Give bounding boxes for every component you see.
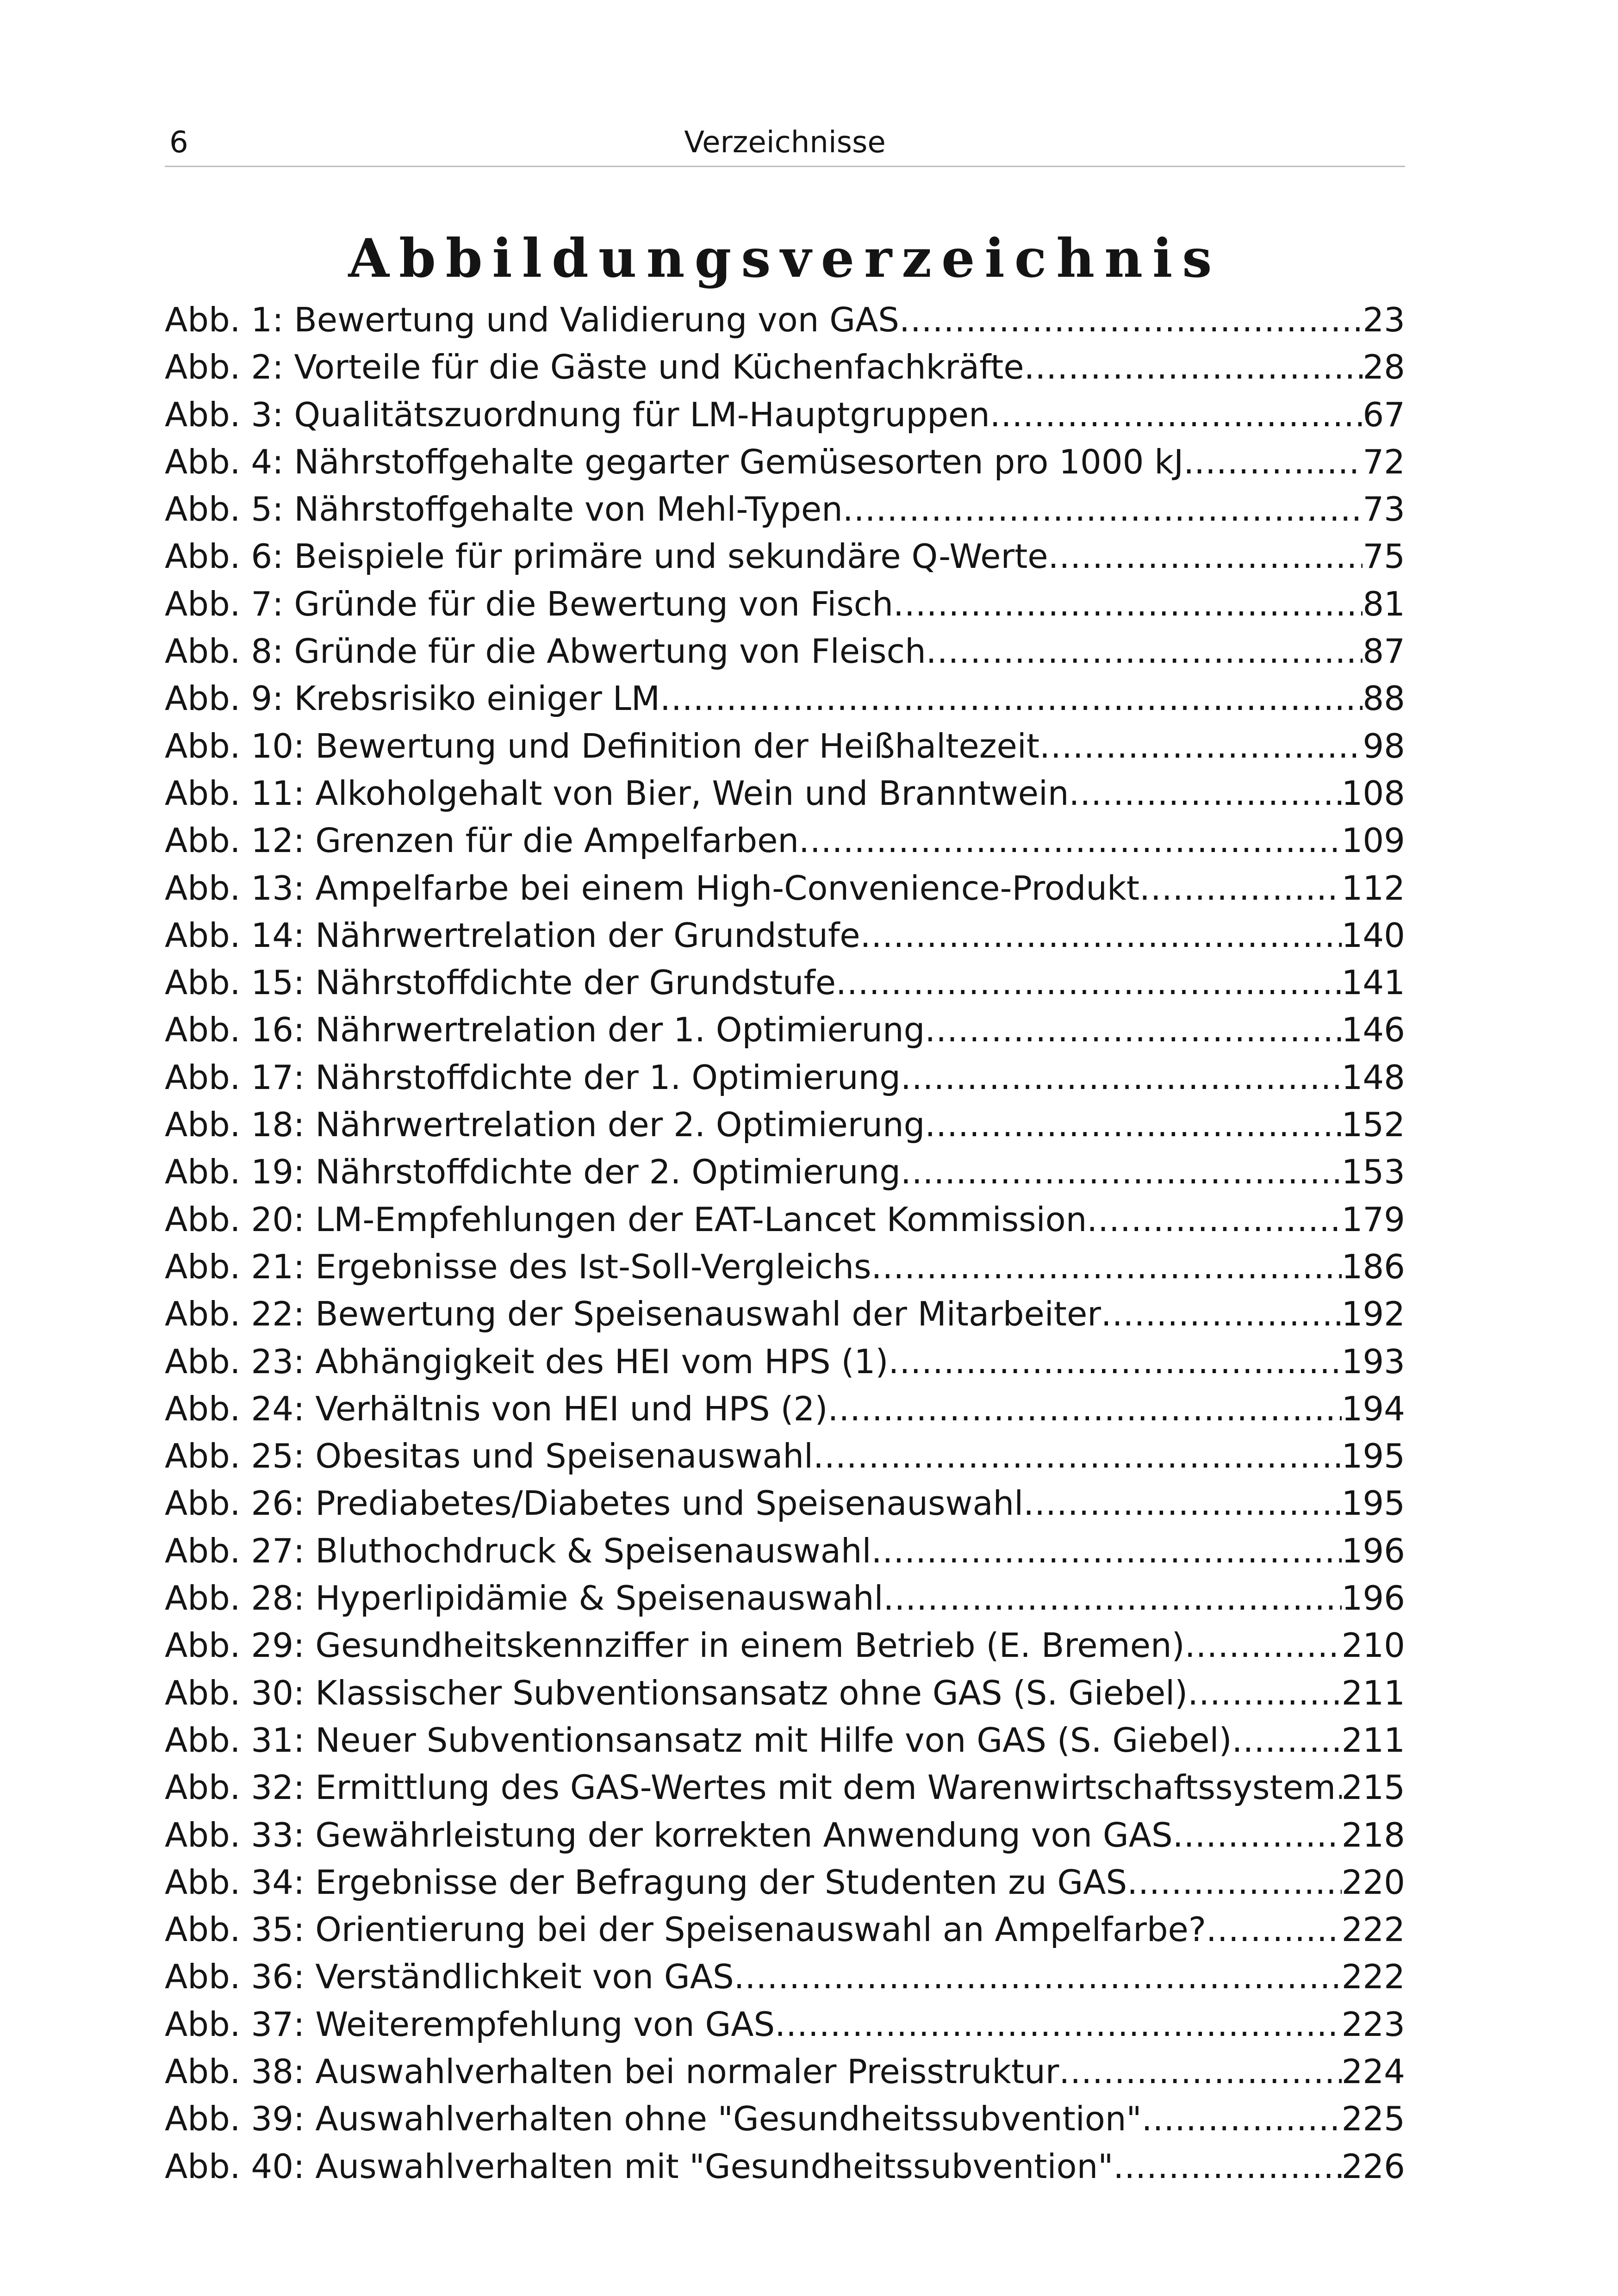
figure-entry-label: Abb. 1: Bewertung und Validierung von GAS [165, 300, 899, 339]
figure-entry-label: Abb. 20: LM-Empfehlungen der EAT-Lancet Kommission [165, 1200, 1087, 1239]
figure-entry-page: 211 [1341, 1720, 1405, 1760]
dot-leader [1087, 1196, 1341, 1243]
figure-entry-label: Abb. 19: Nährstoffdichte der 2. Optimierung [165, 1152, 901, 1192]
dot-leader [1142, 2095, 1342, 2142]
figure-entry-label: Abb. 25: Obesitas und Speisenauswahl [165, 1437, 814, 1476]
figure-entry-label: Abb. 30: Klassischer Subventionsansatz ohne GAS (S. Giebel) [165, 1673, 1188, 1712]
figure-entry-label: Abb. 18: Nährwertrelation der 2. Optimierung [165, 1105, 925, 1145]
dot-leader [1139, 865, 1342, 912]
figure-entry-label: Abb. 12: Grenzen für die Ampelfarben [165, 821, 799, 860]
figure-entry [165, 1717, 1405, 1764]
figure-entry [165, 1101, 1405, 1148]
figure-entry-page: 222 [1341, 1957, 1405, 1997]
dot-leader [1048, 533, 1363, 580]
figure-entry [165, 1527, 1405, 1574]
dot-leader [1185, 1622, 1342, 1669]
figure-entry-label: Abb. 33: Gewährleistung der korrekten Anwendung von GAS [165, 1815, 1173, 1854]
figure-entry-label: Abb. 26: Prediabetes/Diabetes und Speisenauswahl [165, 1484, 1024, 1523]
figure-entry-label: Abb. 16: Nährwertrelation der 1. Optimierung [165, 1010, 925, 1050]
figure-entry-page: 210 [1341, 1626, 1405, 1665]
figure-entry-page: 193 [1341, 1342, 1405, 1381]
dot-leader [888, 1338, 1341, 1385]
figure-entry-page: 109 [1341, 821, 1405, 860]
dot-leader [1069, 770, 1342, 817]
figure-entry-label: Abb. 40: Auswahlverhalten mit "Gesundheitssubvention" [165, 2147, 1114, 2186]
figure-entry-page: 87 [1363, 632, 1405, 671]
figure-entry-label: Abb. 13: Ampelfarbe bei einem High-Convenience-Produkt [165, 868, 1139, 908]
figure-entry-label: Abb. 28: Hyperlipidämie & Speisenauswahl [165, 1579, 884, 1618]
figure-entry [165, 580, 1405, 628]
dot-leader [899, 296, 1363, 343]
figure-entry-page: 88 [1363, 679, 1405, 718]
figure-list [165, 296, 1405, 2190]
figure-entry [165, 1574, 1405, 1622]
dot-leader [1024, 343, 1363, 391]
figure-entry [165, 1432, 1405, 1480]
figure-entry [165, 675, 1405, 722]
figure-entry-label: Abb. 4: Nährstoffgehalte gegarter Gemüsesorten pro 1000 kJ. [165, 442, 1195, 481]
figure-entry-label: Abb. 34: Ergebnisse der Befragung der Studenten zu GAS [165, 1862, 1127, 1902]
dot-leader [1039, 722, 1363, 770]
figure-entry [165, 1859, 1405, 1906]
figure-entry-label: Abb. 14: Nährwertrelation der Grundstufe [165, 915, 860, 955]
figure-entry [165, 1811, 1405, 1859]
figure-entry-page: 215 [1341, 1768, 1405, 1807]
dot-leader [828, 1385, 1341, 1432]
figure-entry-label: Abb. 37: Weiterempfehlung von GAS [165, 2004, 775, 2044]
figure-entry-label: Abb. 31: Neuer Subventionsansatz mit Hilfe von GAS (S. Giebel) [165, 1720, 1232, 1760]
figure-entry-page: 98 [1363, 726, 1405, 765]
dot-leader [799, 817, 1342, 864]
figure-entry-page: 81 [1363, 584, 1405, 623]
dot-leader [1059, 2048, 1341, 2095]
figure-entry [165, 296, 1405, 343]
dot-leader [871, 1243, 1341, 1290]
figure-entry-label: Abb. 39: Auswahlverhalten ohne "Gesundheitssubvention" [165, 2099, 1142, 2139]
figure-entry-page: 211 [1341, 1673, 1405, 1712]
figure-entry [165, 2048, 1405, 2095]
figure-entry [165, 438, 1405, 485]
dot-leader [1336, 1764, 1341, 1811]
figure-entry [165, 1953, 1405, 2000]
dot-leader [1173, 1811, 1342, 1859]
dot-leader [1194, 438, 1363, 485]
figure-entry-label: Abb. 38: Auswahlverhalten bei normaler Preisstruktur [165, 2052, 1059, 2091]
figure-entry [165, 1764, 1405, 1811]
figure-entry [165, 2001, 1405, 2048]
figure-entry-page: 179 [1341, 1200, 1405, 1239]
dot-leader [901, 1054, 1342, 1101]
figure-entry-page: 112 [1341, 868, 1405, 908]
dot-leader [1113, 2143, 1341, 2190]
figure-entry-label: Abb. 10: Bewertung und Definition der Heißhaltezeit [165, 726, 1040, 765]
figure-entry-page: 72 [1363, 442, 1405, 481]
figure-entry [165, 1480, 1405, 1527]
figure-entry-label: Abb. 23: Abhängigkeit des HEI vom HPS (1) [165, 1342, 889, 1381]
dot-leader [775, 2001, 1341, 2048]
page-number: 6 [169, 125, 188, 160]
figure-entry-page: 148 [1341, 1058, 1405, 1097]
figure-entry-page: 223 [1341, 2004, 1405, 2044]
figure-entry-label: Abb. 6: Beispiele für primäre und sekundäre Q-Werte [165, 537, 1048, 576]
figure-entry-page: 23 [1363, 300, 1405, 339]
figure-entry [165, 1054, 1405, 1101]
figure-entry [165, 817, 1405, 864]
figure-entry-page: 153 [1341, 1152, 1405, 1192]
figure-entry [165, 912, 1405, 959]
figure-entry-page: 192 [1341, 1294, 1405, 1334]
figure-entry-label: Abb. 2: Vorteile für die Gäste und Küchenfachkräfte [165, 348, 1024, 387]
figure-entry-page: 196 [1341, 1531, 1405, 1570]
figure-entry [165, 533, 1405, 580]
figure-entry [165, 1290, 1405, 1338]
figure-entry [165, 959, 1405, 1006]
dot-leader [860, 912, 1342, 959]
figure-entry-label: Abb. 32: Ermittlung des GAS-Wertes mit dem Warenwirtschaftssystem [165, 1768, 1336, 1807]
figure-entry-page: 195 [1341, 1484, 1405, 1523]
figure-entry-page: 75 [1363, 537, 1405, 576]
dot-leader [925, 1101, 1341, 1148]
dot-leader [1101, 1290, 1342, 1338]
figure-entry [165, 2095, 1405, 2142]
figure-entry-page: 225 [1341, 2099, 1405, 2139]
dot-leader [1206, 1906, 1342, 1953]
figure-entry-label: Abb. 29: Gesundheitskennziffer in einem Betrieb (E. Bremen) [165, 1626, 1185, 1665]
figure-entry [165, 722, 1405, 770]
dot-leader [990, 391, 1363, 438]
figure-entry [165, 1196, 1405, 1243]
figure-entry-page: 28 [1363, 348, 1405, 387]
figure-entry-label: Abb. 35: Orientierung bei der Speisenauswahl an Ampelfarbe? [165, 1910, 1207, 1949]
page-title: Abbildungsverzeichnis [348, 227, 1222, 289]
figure-entry-page: 218 [1341, 1815, 1405, 1854]
dot-leader [926, 628, 1363, 675]
figure-entry [165, 1338, 1405, 1385]
figure-entry-label: Abb. 36: Verständlichkeit von GAS [165, 1957, 734, 1997]
figure-entry [165, 391, 1405, 438]
figure-entry-label: Abb. 3: Qualitätszuordnung für LM-Hauptgruppen [165, 395, 990, 434]
dot-leader [1232, 1717, 1342, 1764]
dot-leader [1023, 1480, 1341, 1527]
dot-leader [884, 1574, 1342, 1622]
figure-entry [165, 1385, 1405, 1432]
figure-entry-label: Abb. 21: Ergebnisse des Ist-Soll-Vergleichs [165, 1247, 871, 1286]
dot-leader [836, 959, 1342, 1006]
figure-entry [165, 1669, 1405, 1717]
figure-entry-page: 194 [1341, 1389, 1405, 1428]
figure-entry-page: 67 [1363, 395, 1405, 434]
dot-leader [843, 485, 1363, 533]
dot-leader [871, 1527, 1342, 1574]
dot-leader [813, 1432, 1342, 1480]
figure-entry [165, 1906, 1405, 1953]
figure-entry [165, 770, 1405, 817]
figure-entry-page: 140 [1341, 915, 1405, 955]
dot-leader [925, 1006, 1341, 1053]
figure-entry-label: Abb. 7: Gründe für die Bewertung von Fisch [165, 584, 893, 623]
figure-entry-page: 195 [1341, 1437, 1405, 1476]
figure-entry-label: Abb. 8: Gründe für die Abwertung von Fleisch [165, 632, 926, 671]
figure-entry-label: Abb. 17: Nährstoffdichte der 1. Optimierung [165, 1058, 901, 1097]
running-header-title: Verzeichnisse [684, 125, 886, 160]
figure-entry [165, 865, 1405, 912]
figure-entry-page: 196 [1341, 1579, 1405, 1618]
figure-entry [165, 2143, 1405, 2190]
figure-entry [165, 1006, 1405, 1053]
figure-entry-label: Abb. 22: Bewertung der Speisenauswahl der Mitarbeiter [165, 1294, 1101, 1334]
dot-leader [893, 580, 1363, 628]
figure-entry-label: Abb. 24: Verhältnis von HEI und HPS (2) [165, 1389, 828, 1428]
figure-entry-label: Abb. 15: Nährstoffdichte der Grundstufe [165, 963, 836, 1002]
page-header [165, 115, 1405, 167]
dot-leader [1127, 1859, 1341, 1906]
dot-leader [1188, 1669, 1341, 1717]
figure-entry-page: 226 [1341, 2147, 1405, 2186]
figure-entry-page: 224 [1341, 2052, 1405, 2091]
figure-entry-page: 141 [1341, 963, 1405, 1002]
figure-entry-page: 108 [1341, 773, 1405, 813]
figure-entry [165, 1148, 1405, 1195]
figure-entry-page: 152 [1341, 1105, 1405, 1145]
figure-entry-label: Abb. 11: Alkoholgehalt von Bier, Wein und Branntwein [165, 773, 1069, 813]
figure-entry-page: 220 [1341, 1862, 1405, 1902]
figure-entry-page: 73 [1363, 490, 1405, 529]
figure-entry-label: Abb. 9: Krebsrisiko einiger LM [165, 679, 660, 718]
figure-entry-label: Abb. 5: Nährstoffgehalte von Mehl-Typen [165, 490, 843, 529]
dot-leader [734, 1953, 1342, 2000]
figure-entry [165, 628, 1405, 675]
figure-entry-page: 222 [1341, 1910, 1405, 1949]
figure-entry [165, 343, 1405, 391]
dot-leader [901, 1148, 1342, 1195]
dot-leader [660, 675, 1363, 722]
figure-entry-page: 146 [1341, 1010, 1405, 1050]
figure-entry [165, 1622, 1405, 1669]
figure-entry [165, 1243, 1405, 1290]
figure-entry [165, 485, 1405, 533]
figure-entry-page: 186 [1341, 1247, 1405, 1286]
figure-entry-label: Abb. 27: Bluthochdruck & Speisenauswahl [165, 1531, 871, 1570]
